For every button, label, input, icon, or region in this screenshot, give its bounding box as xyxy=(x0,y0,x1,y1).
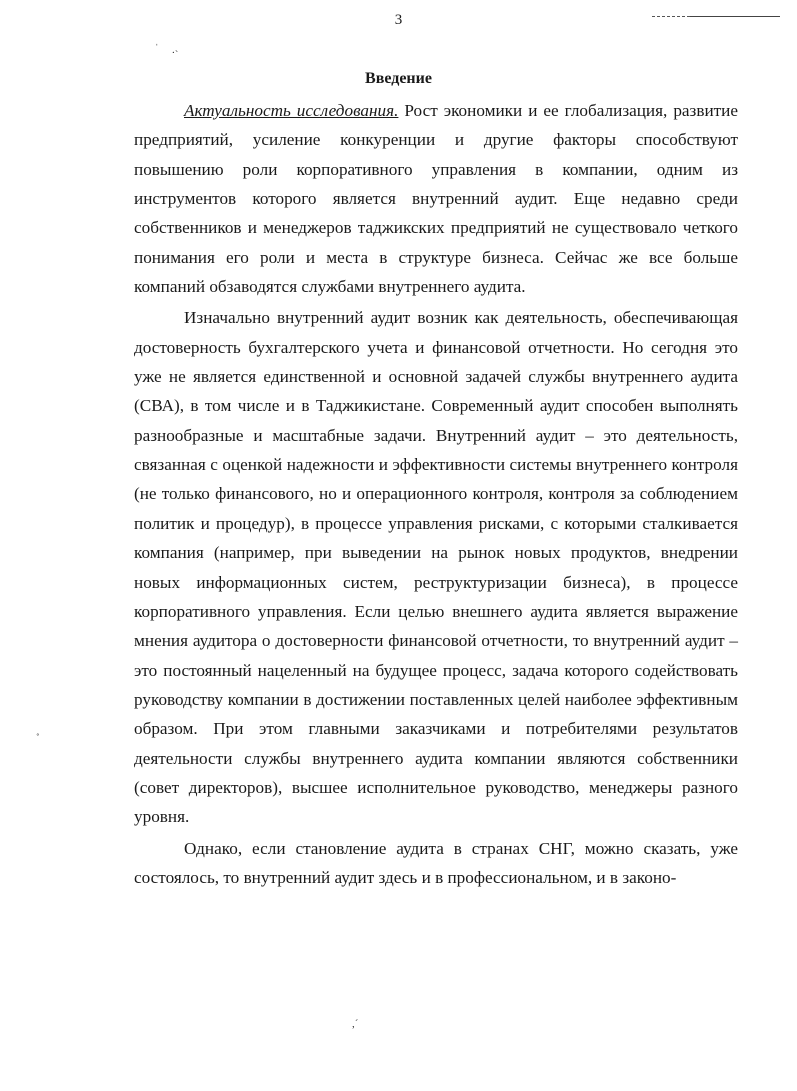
paragraph-text: Изначально внутренний аудит возник как деятельность, обеспечивающая достоверность бухгалтерского учета и финансовой отчетности. Но сегодня это уже не является единственной и основной задачей службы внутреннего аудита (СВА), в том числе и в Таджикистане. Современный аудит способен выполнять разнообразные и масштабные задачи. Внутренний аудит – это деятельность, связанная с оценкой надежности и эффективности системы внутреннего контроля (не только финансового, но и операционного контроля, контроля за соблюдением политик и процедур), в процессе управления рисками, с которыми сталкивается компания (например, при выведении на рынок новых продуктов, внедрении новых информационных систем, реструктуризации бизнеса), в процессе корпоративного управления. Если целью внешнего аудита является выражение мнения аудитора о достоверности финансовой отчетности, то внутренний аудит – это постоянный нацеленный на будущее процесс, задача которого содействовать руководству компании в достижении поставленных целей наиболее эффективным образом. При этом главными заказчиками и потребителями результатов деятельности службы внутреннего аудита компании являются собственники (совет директоров), высшее исполнительное руководство, менеджеры разного уровня. xyxy=(134,308,738,827)
scan-speck: .˴ xyxy=(172,44,179,56)
paragraph xyxy=(134,96,738,301)
page-number: 3 xyxy=(394,12,403,28)
scan-artifact-line xyxy=(690,16,780,17)
scan-speck: ˈ xyxy=(155,42,159,54)
paragraph-text: Рост экономики и ее глобализация, развитие предприятий, усиление конкуренции и другие факторы способствуют повышению роли корпоративного управления в компании, одним из инструментов которого является внутренний аудит. Еще недавно среди собственников и менеджеров таджикских предприятий не существовало четкого понимания его роли и места в структуре бизнеса. Сейчас же все больше компаний обзаводятся службами внутреннего аудита. xyxy=(134,101,738,297)
section-heading: Введение xyxy=(365,70,432,87)
scan-speck: ,ˊ xyxy=(352,1018,359,1030)
paragraph-lead: Актуальность исследования. xyxy=(184,101,399,120)
body-text xyxy=(134,96,738,892)
scan-speck: ˚ xyxy=(36,732,40,744)
paragraph xyxy=(134,834,738,893)
paragraph xyxy=(134,303,738,831)
paragraph-text: Однако, если становление аудита в странах СНГ, можно сказать, уже состоялось, то внутренний аудит здесь и в профессиональном, и в законо- xyxy=(134,838,738,887)
